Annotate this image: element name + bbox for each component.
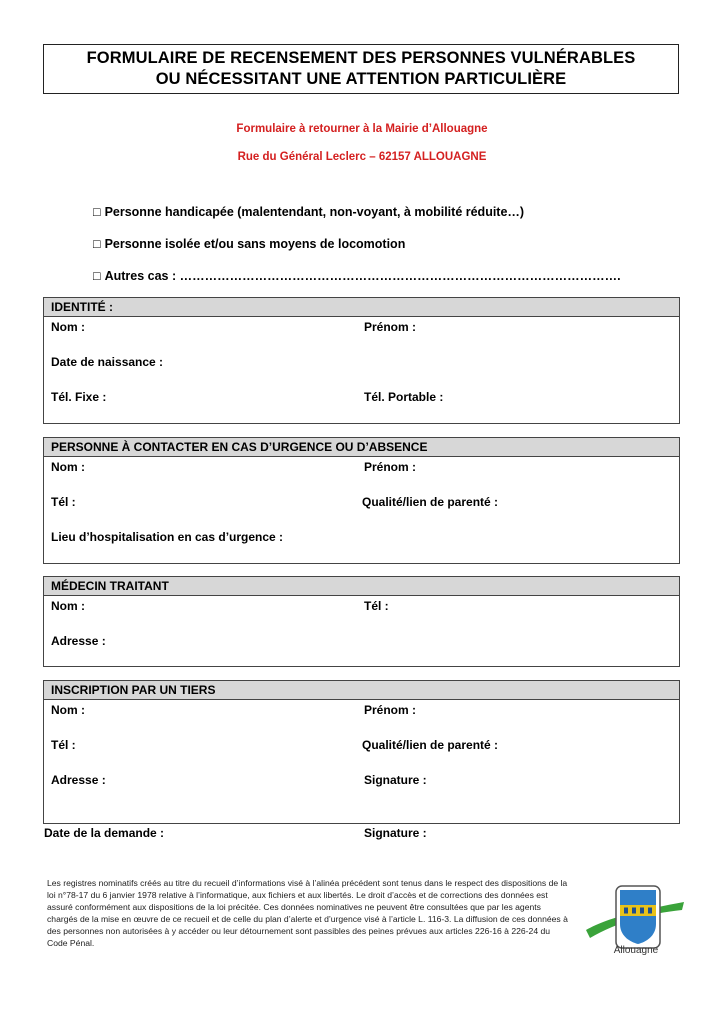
form-title-box [43,44,679,94]
field-tel[interactable]: Tél : [51,495,76,509]
field-nom[interactable]: Nom : [51,460,85,474]
section-heading: MÉDECIN TRAITANT [44,577,679,596]
field-adresse[interactable]: Adresse : [51,634,106,648]
checkbox-icon[interactable]: □ [93,205,101,219]
field-signature-final[interactable]: Signature : [364,826,427,840]
checkbox-label: Personne isolée et/ou sans moyens de locomotion [104,237,406,251]
section-medecin [43,576,680,667]
logo-shield-blue [620,890,656,944]
checkbox-icon[interactable]: □ [93,269,101,283]
field-tel-fixe[interactable]: Tél. Fixe : [51,390,107,404]
field-nom[interactable]: Nom : [51,703,85,717]
checkbox-label: Autres cas : ……………………………………………………………………………………………. [104,269,621,283]
field-prenom[interactable]: Prénom : [364,460,417,474]
checkbox-icon[interactable]: □ [93,237,101,251]
field-tel[interactable]: Tél : [51,738,76,752]
field-adresse[interactable]: Adresse : [51,773,106,787]
field-nom[interactable]: Nom : [51,320,85,334]
section-identite [43,297,680,424]
checkbox-autres[interactable] [93,269,621,283]
logo-shield-band-mark [648,908,652,914]
logo-shield-band-mark [632,908,636,914]
mairie-address: Rue du Général Leclerc – 62157 ALLOUAGNE [237,151,487,163]
field-tel-portable[interactable]: Tél. Portable : [364,390,444,404]
checkbox-isolee[interactable] [93,237,405,251]
field-qualite-lien[interactable]: Qualité/lien de parenté : [362,495,499,509]
section-heading: IDENTITÉ : [44,298,679,317]
return-instruction: Formulaire à retourner à la Mairie d’Allouagne [236,123,488,135]
section-heading: INSCRIPTION PAR UN TIERS [44,681,679,700]
form-title-line1: FORMULAIRE DE RECENSEMENT DES PERSONNES VULNÉRABLES [86,49,636,67]
field-date-demande[interactable]: Date de la demande : [44,826,165,840]
logo-shield-band-mark [640,908,644,914]
section-contact-urgence [43,437,680,564]
logo-shield-band-mark [624,908,628,914]
field-qualite-lien[interactable]: Qualité/lien de parenté : [362,738,499,752]
field-signature[interactable]: Signature : [364,773,427,787]
checkbox-handicap[interactable] [93,205,524,219]
form-title-line2: OU NÉCESSITANT UNE ATTENTION PARTICULIÈRE [155,70,567,88]
field-date-naissance[interactable]: Date de naissance : [51,355,164,369]
section-heading: PERSONNE À CONTACTER EN CAS D’URGENCE OU D’ABSENCE [44,438,679,457]
field-nom[interactable]: Nom : [51,599,85,613]
field-prenom[interactable]: Prénom : [364,320,417,334]
legal-notice: Les registres nominatifs créés au titre du recueil d’informations visé à l’alinéa précédent sont tenus dans le respect des dispositions de la loi n°78-17 du 6 janvier 1978 relative à l’informatique, aux fichiers et aux libertés. Le droit d’accès et de corrections des données est assuré conformément aux dispositions de la loi précitée. Ces données nominatives ne peuvent être consultées que par les agents chargés de la mise en œuvre de ce recueil et de celle du plan d’alerte et d’urgence visé à l’article L. 116-3. La diffusion de ces données à des personnes non autorisées à y accéder ou leur détournement sont passibles des peines prévues aux articles 226-16 à 226-24 du Code Pénal. [47,878,568,949]
logo-caption: Allouagne [613,945,659,956]
field-prenom[interactable]: Prénom : [364,703,417,717]
field-lieu-hospitalisation[interactable]: Lieu d’hospitalisation en cas d’urgence : [51,530,284,544]
checkbox-label: Personne handicapée (malentendant, non-voyant, à mobilité réduite…) [104,205,525,219]
section-inscription-tiers [43,680,680,824]
field-tel[interactable]: Tél : [364,599,389,613]
